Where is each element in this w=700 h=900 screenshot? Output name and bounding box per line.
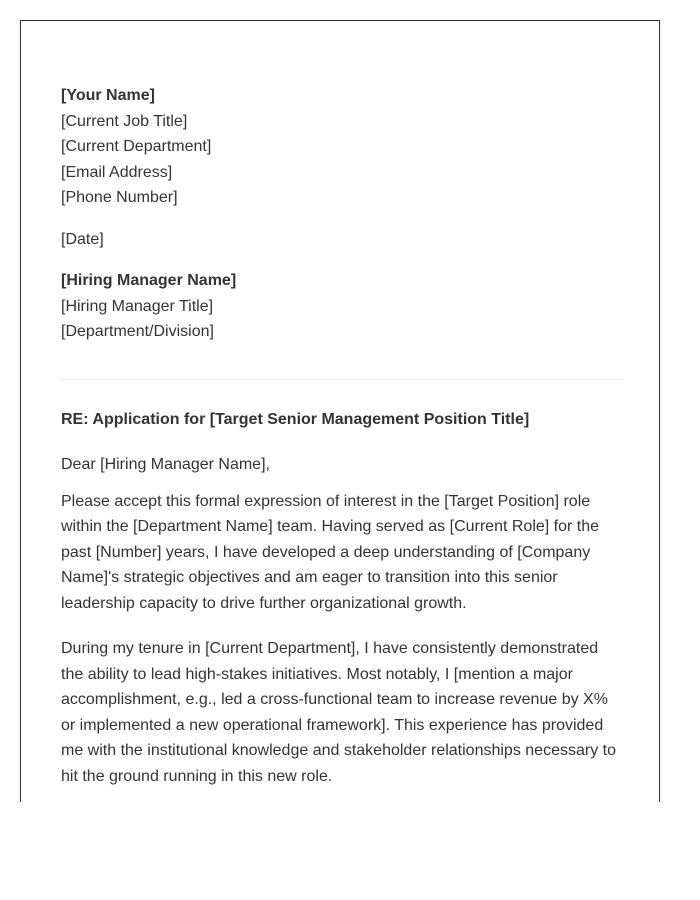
- body-paragraph-2: During my tenure in [Current Department], I have consistently demonstrated the ability to lead high-stakes initiatives. Most notably, I [mention a major accomplishment, e.g., led a cross-functional team to increase revenue by X% or implemented a new operational framework]. This experience has provided me with the institutional knowledge and stakeholder relationships necessary to hit the ground running in this new role.: [61, 640, 616, 785]
- sender-block: [61, 83, 623, 211]
- recipient-title: [Hiring Manager Title]: [61, 297, 214, 315]
- subject-line: RE: Application for [Target Senior Management Position Title]: [61, 410, 530, 428]
- letter-content: [61, 83, 623, 789]
- recipient-name: [Hiring Manager Name]: [61, 272, 237, 289]
- sender-email: [Email Address]: [61, 163, 173, 181]
- salutation: Dear [Hiring Manager Name],: [61, 456, 270, 473]
- recipient-block: [61, 268, 623, 345]
- letter-page: [20, 20, 660, 802]
- recipient-division: [Department/Division]: [61, 323, 214, 340]
- sender-job-title: [Current Job Title]: [61, 112, 188, 130]
- body-paragraph-1: Please accept this formal expression of interest in the [Target Position] role within the [Department Name] team. Having served as [Current Role] for the past [Number] years, I have developed a deep understanding of [Company Name]'s strategic objectives and am eager to transition into this senior leadership capacity to drive further organizational growth.: [61, 492, 600, 612]
- date-line: [Date]: [61, 230, 104, 248]
- sender-name: [Your Name]: [61, 87, 155, 104]
- section-divider: [61, 379, 623, 380]
- sender-department: [Current Department]: [61, 138, 212, 155]
- sender-phone: [Phone Number]: [61, 189, 178, 206]
